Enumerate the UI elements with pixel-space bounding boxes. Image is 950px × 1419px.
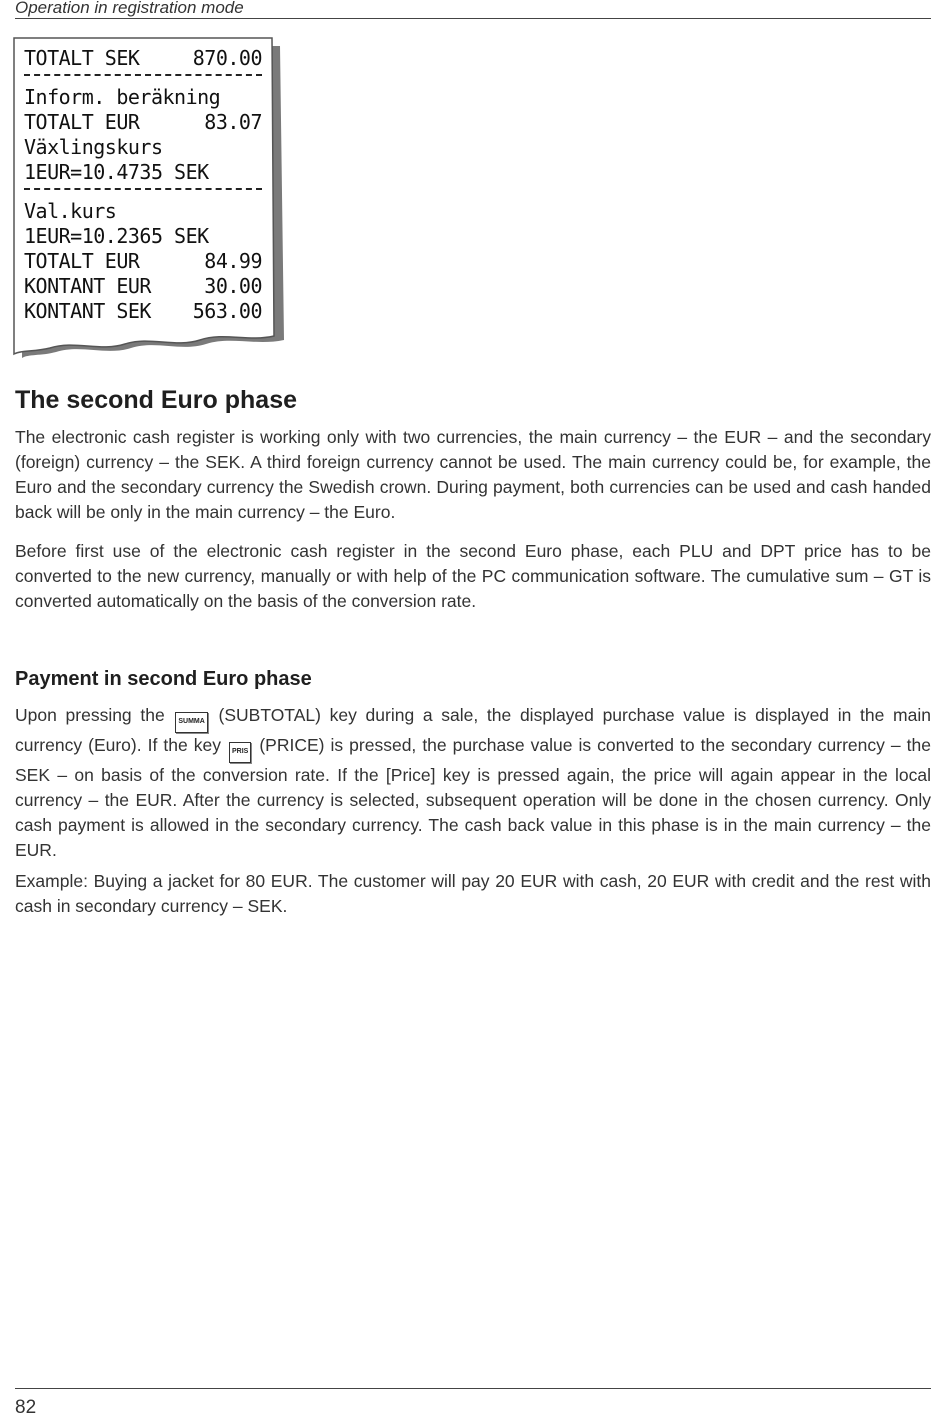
paragraph-payment: Upon pressing the SUMMA (SUBTOTAL) key during a sale, the displayed purchase value is displayed in the main currency (Euro). If the key PRIS (PRICE) is pressed, the purchase value is converted to the secondary currency – the SEK – on basis of the conversion rate. If the [Price] key is pressed again, the price will again appear in the local currency – the EUR. After the currency is selected, subsequent operation will be done in the chosen currency. Only cash payment is allowed in the secondary currency. The cash back value in this phase is in the main currency – the EUR. (15, 705, 931, 860)
receipt-line: 1EUR=10.4735 SEK (24, 160, 209, 184)
receipt-line: KONTANT EUR 30.00 (24, 274, 262, 298)
page-number: 82 (15, 1397, 37, 1418)
paragraph: Before first use of the electronic cash register in the second Euro phase, each PLU and DPT price has to be converted to the new currency, manually or with help of the PC communication software. The cumulative sum – GT is converted automatically on the basis of the conversion rate. (15, 541, 931, 611)
receipt-line: Inform. beräkning (24, 85, 221, 109)
pris-key-icon: PRIS (229, 742, 251, 763)
receipt-line: KONTANT SEK 563.00 (24, 299, 262, 323)
page-footer (15, 1388, 931, 1418)
summa-key-icon: SUMMA (175, 712, 207, 733)
receipt-separator (24, 188, 262, 199)
receipt (12, 36, 284, 366)
paragraph-example: Example: Buying a jacket for 80 EUR. The customer will pay 20 EUR with cash, 20 EUR with credit and the rest with cash in secondary currency – SEK. (15, 871, 931, 916)
receipt-line: TOTALT EUR 84.99 (24, 249, 262, 273)
receipt-line: 1EUR=10.2365 SEK (24, 224, 209, 248)
receipt-line: Val.kurs (24, 199, 117, 223)
receipt-line: TOTALT EUR 83.07 (24, 110, 262, 134)
header-title: Operation in registration mode (15, 0, 244, 17)
receipt-lines (24, 46, 262, 324)
receipt-separator (24, 74, 262, 85)
receipt-line: Växlingskurs (24, 135, 163, 159)
section-title-second-euro-phase: The second Euro phase (15, 386, 298, 414)
receipt-line: TOTALT SEK 870.00 (24, 46, 262, 70)
page-header (15, 0, 931, 19)
paragraph: The electronic cash register is working only with two currencies, the main currency – the EUR – and the secondary (foreign) currency – the SEK. A third foreign currency cannot be used. The main currency could be, for example, the Euro and the secondary currency the Swedish crown. During payment, both currencies can be used and cash handed back will be only in the main currency – the Euro. (15, 427, 931, 522)
section-title-payment: Payment in second Euro phase (15, 668, 312, 690)
